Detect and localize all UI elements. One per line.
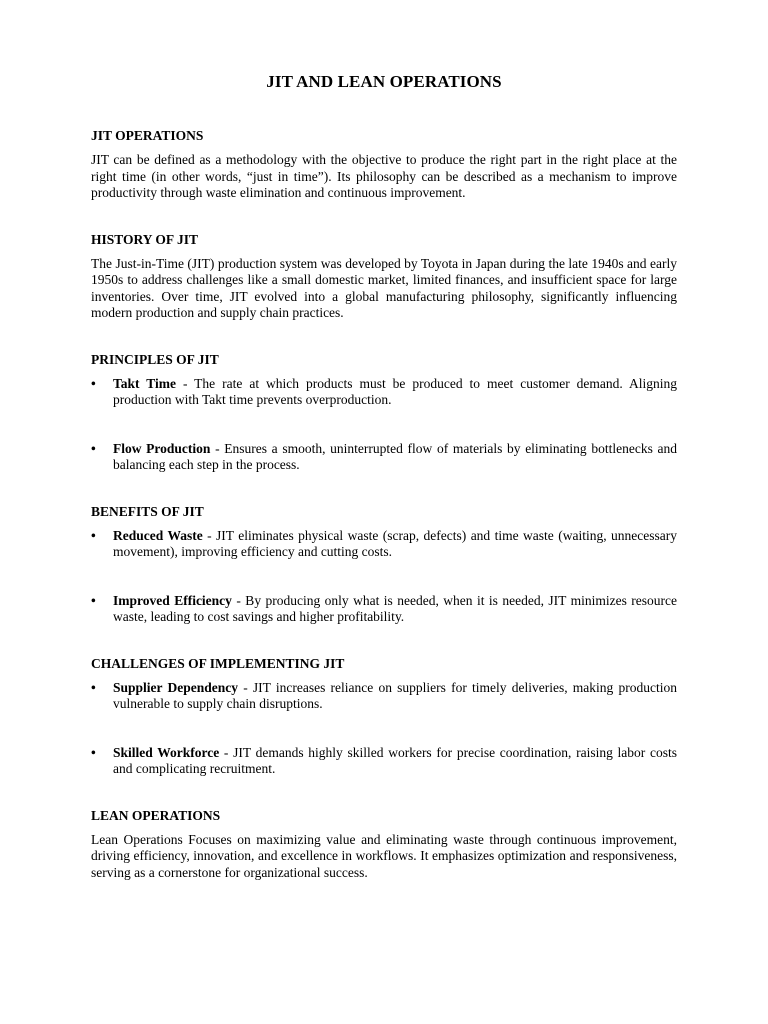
bullet-icon: • [91,375,96,391]
section-heading: JIT OPERATIONS [91,128,204,143]
bullet-term: Supplier Dependency [113,679,238,695]
bullet-text: - JIT increases reliance on suppliers for timely deliveries, making production vulnerable to supply chain disruptions. [113,679,677,711]
list-item [91,680,677,713]
section-paragraph: Lean Operations Focuses on maximizing value and eliminating waste through continuous improvement, driving efficiency, innovation, and excellence in workflows. It emphasizes optimization and responsiveness, serving as a cornerstone for organizational success. [91,831,677,880]
bullet-text: - By producing only what is needed, when it is needed, JIT minimizes resource waste, leading to cost savings and higher profitability. [113,592,677,624]
list-item [91,745,677,778]
bullet-icon: • [91,527,96,543]
section-heading: HISTORY OF JIT [91,231,199,247]
bullet-term: Flow Production [113,440,211,456]
bullet-text: - The rate at which products must be produced to meet customer demand. Aligning production with Takt time prevents overproduction. [113,375,677,407]
list-item [91,528,677,561]
section-heading: PRINCIPLES OF JIT [91,351,219,367]
bullet-list [91,528,677,626]
section-challenges [91,656,677,778]
bullet-term: Improved Efficiency [113,592,232,608]
section-lean-operations [91,808,677,882]
bullet-icon: • [91,592,96,608]
bullet-text: - JIT demands highly skilled workers for precise coordination, raising labor costs and complicating recruitment. [113,744,677,776]
section-heading: LEAN OPERATIONS [91,807,221,823]
bullet-icon: • [91,440,96,456]
bullet-text: - JIT eliminates physical waste (scrap, defects) and time waste (waiting, unnecessary movement), improving efficiency and cutting costs. [113,527,677,559]
section-benefits [91,504,677,626]
list-item [91,376,677,409]
section-paragraph: JIT can be defined as a methodology with the objective to produce the right part in the right place at the right time (in other words, “just in time”). Its philosophy can be described as a mechanism to improve productivity through waste elimination and continuous improvement. [91,152,677,200]
section-jit-operations [91,128,677,202]
bullet-term: Takt Time [113,375,176,391]
section-heading: BENEFITS OF JIT [91,503,204,519]
bullet-text: - Ensures a smooth, uninterrupted flow of materials by eliminating bottlenecks and balancing each step in the process. [113,440,677,472]
bullet-list [91,376,677,474]
document-title: JIT AND LEAN OPERATIONS [266,72,502,91]
list-item [91,593,677,626]
section-history [91,232,677,322]
section-paragraph: The Just-in-Time (JIT) production system was developed by Toyota in Japan during the late 1940s and early 1950s to address challenges like a small domestic market, limited finances, and insufficient space for large inventories. Over time, JIT evolved into a global manufacturing philosophy, significantly influencing modern production and supply chain practices. [91,255,677,320]
list-item [91,441,677,474]
bullet-icon: • [91,744,96,760]
bullet-list [91,680,677,778]
bullet-icon: • [91,679,96,695]
section-heading: CHALLENGES OF IMPLEMENTING JIT [91,655,345,671]
bullet-term: Skilled Workforce [113,744,220,760]
section-principles [91,352,677,474]
bullet-term: Reduced Waste [113,527,203,543]
